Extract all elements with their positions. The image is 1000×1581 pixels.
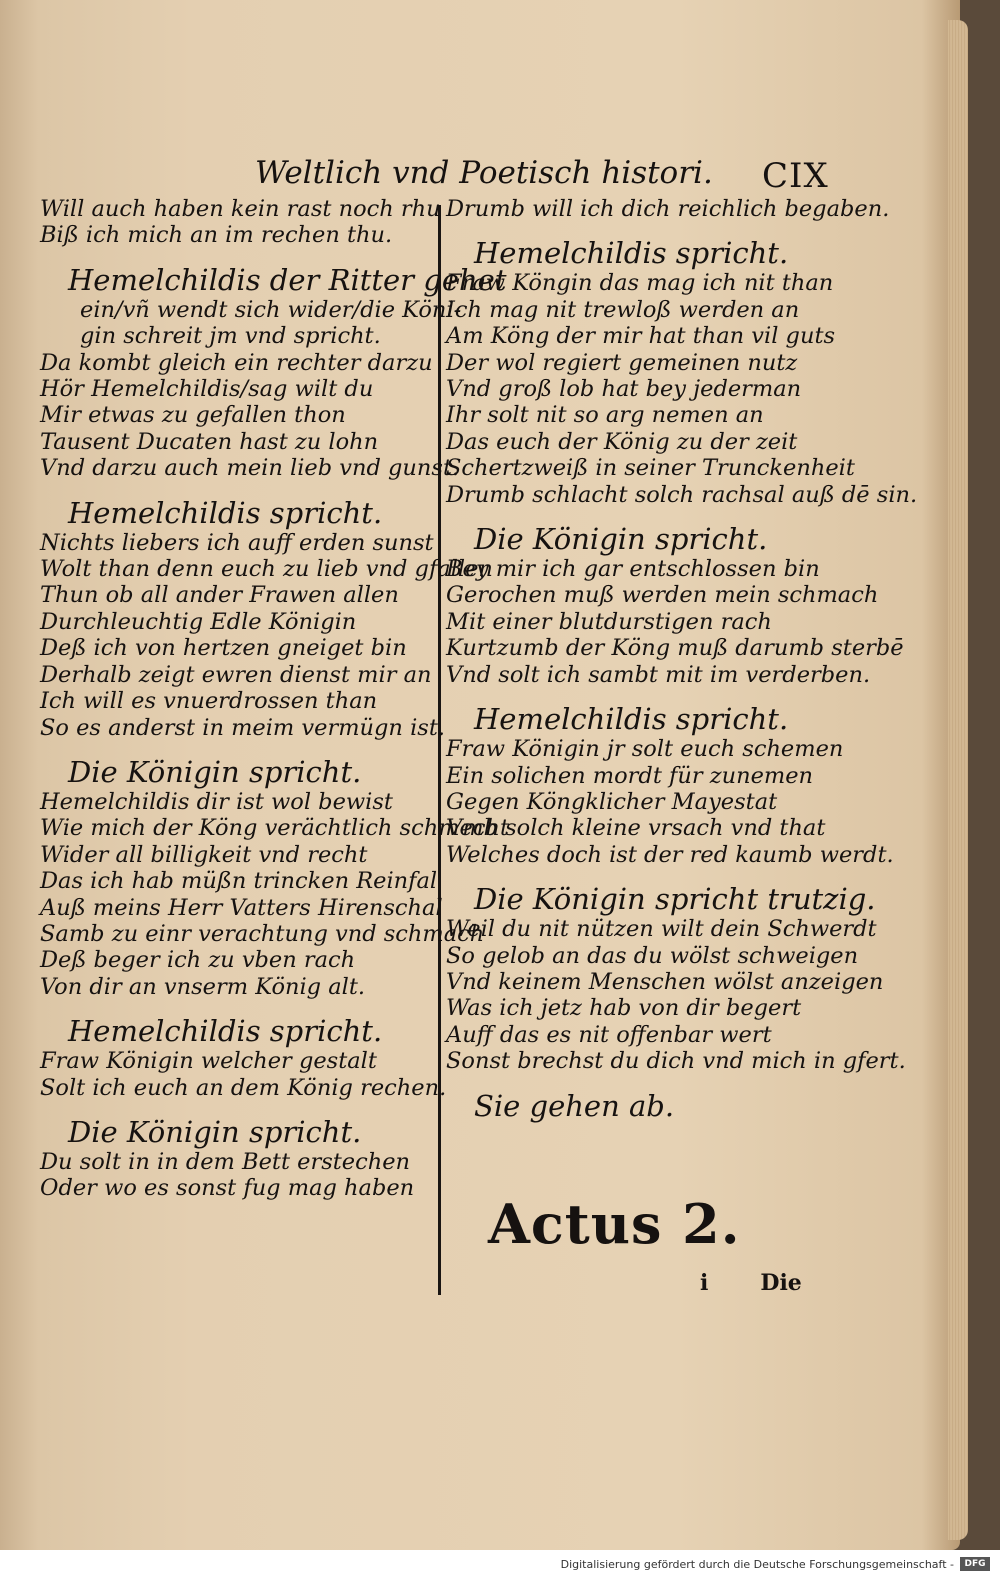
spacer [446,1075,917,1089]
verse-line: Auß meins Herr Vatters Hirenschal [40,894,443,921]
speaker-heading: Die Königin spricht trutzig. [474,882,876,917]
verse-line: Fraw Köngin das mag ich nit than [446,270,834,297]
verse-line: Sonst brechst du dich vnd mich in gfert. [446,1048,906,1075]
verse-line: Deß beger ich zu vben rach [40,947,356,974]
verse-line: Am Köng der mir hat than vil guts [446,323,836,350]
verse-line: So gelob an das du wölst schweigen [446,942,859,969]
verse-line: Oder wo es sonst fug mag haben [40,1175,415,1202]
left-column [40,196,509,1202]
speaker-heading: Die Königin spricht. [68,754,362,789]
verse-line: Hör Hemelchildis/sag wilt du [40,376,374,403]
speaker-heading: Hemelchildis der Ritter gehet [68,262,507,297]
verse-line: Von dir an vnserm König alt. [40,973,366,1000]
verse-line: Der wol regiert gemeinen nutz [446,349,798,376]
verse-line: Welches doch ist der red kaumb werdt. [446,841,894,868]
verse-line: Mit einer blutdurstigen rach [446,608,772,635]
folio-number: CIX [762,156,829,196]
footer-bar [0,1550,1000,1581]
verse-line: Deß ich von hertzen gneiget bin [40,635,407,662]
verse-line: Schertzweiß in seiner Trunckenheit [446,455,855,482]
verse-line: Ein solichen mordt für zunemen [446,762,814,789]
speaker-heading: Hemelchildis spricht. [474,236,789,271]
verse-line: Gegen Köngklicher Mayestat [446,788,778,815]
speaker-heading: Die Königin spricht. [68,1114,362,1149]
verse-line: Das euch der König zu der zeit [446,428,798,455]
verse-line: Gerochen muß werden mein schmach [446,582,879,609]
speaker-heading: Hemelchildis spricht. [68,495,383,530]
verse-line: Fraw Königin welcher gestalt [40,1048,377,1075]
verse-line: Nichts liebers ich auff erden sunst [40,529,434,556]
spacer [40,741,509,755]
right-column [446,196,917,1123]
footer-credit: Digitalisierung gefördert durch die Deutsche Forschungsgemeinschaft - [560,1558,954,1571]
verse-line: Solt ich euch an dem König rechen. [40,1074,447,1101]
spacer [40,1000,509,1014]
verse-line: Wie mich der Köng verächtlich schmecht [40,815,509,842]
verse-line: Vmb solch kleine vrsach vnd that [446,815,826,842]
stage-direction: gin schreit jm vnd spricht. [80,323,381,350]
catchword: Die [760,1270,802,1296]
verse-line: Da kombt gleich ein rechter darzu [40,349,433,376]
spacer [40,249,509,263]
spacer [40,482,509,496]
verse-line: Mir etwas zu gefallen thon [40,402,346,429]
verse-line: Drumb will ich dich reichlich begaben. [446,196,890,222]
verse-line: Thun ob all ander Frawen allen [40,582,399,609]
verse-line: Hemelchildis dir ist wol bewist [40,788,393,815]
verse-line: Biß ich mich an im rechen thu. [40,222,393,249]
act-heading: Actus 2. [488,1192,741,1256]
spacer [446,688,917,702]
verse-line: Samb zu einr verachtung vnd schmach [40,920,485,947]
verse-line: Vnd solt ich sambt mit im verderben. [446,661,871,688]
verse-line: Wolt than denn euch zu lieb vnd gfallen [40,556,493,583]
spacer [446,222,917,236]
speaker-heading: Sie gehen ab. [474,1088,675,1123]
verse-line: Vnd groß lob hat bey jederman [446,376,802,403]
verse-line: Weil du nit nützen wilt dein Schwerdt [446,916,877,943]
verse-line: Ihr solt nit so arg nemen an [446,402,764,429]
speaker-heading: Die Königin spricht. [474,522,768,557]
catchword-line [700,1270,802,1296]
verse-line: Das ich hab müßn trincken Reinfal [40,868,438,895]
verse-line: Ich mag nit trewloß werden an [446,296,800,323]
spacer [446,508,917,522]
verse-line: So es anderst in meim vermügn ist. [40,714,446,741]
verse-line: Durchleuchtig Edle Königin [40,608,357,635]
speaker-heading: Hemelchildis spricht. [474,702,789,737]
page-edge [948,20,968,1540]
verse-line: Vnd darzu auch mein lieb vnd gunst. [40,455,460,482]
spacer [446,868,917,882]
verse-line: Derhalb zeigt ewren dienst mir an [40,661,432,688]
dfg-logo: DFG [960,1557,990,1571]
running-title: Weltlich vnd Poetisch histori. [255,155,713,191]
verse-line: Will auch haben kein rast noch rhu [40,196,441,222]
spacer [40,1101,509,1115]
verse-line: Ich will es vnuerdrossen than [40,688,378,715]
speaker-heading: Hemelchildis spricht. [68,1014,383,1049]
verse-line: Kurtzumb der Köng muß darumb sterbē [446,635,904,662]
verse-line: Wider all billigkeit vnd recht [40,841,368,868]
verse-line: Bey mir ich gar entschlossen bin [446,556,820,583]
verse-line: Fraw Königin jr solt euch schemen [446,736,844,763]
verse-line: Auff das es nit offenbar wert [446,1021,772,1048]
verse-line: Was ich jetz hab von dir begert [446,995,802,1022]
verse-line: Tausent Ducaten hast zu lohn [40,428,379,455]
verse-line: Drumb schlacht solch rachsal auß dē sin. [446,481,918,508]
stage-direction: ein/vñ wendt sich wider/die Köni- [80,296,462,323]
signature-mark: i [700,1270,709,1296]
verse-line: Du solt in in dem Bett erstechen [40,1148,411,1175]
verse-line: Vnd keinem Menschen wölst anzeigen [446,968,884,995]
